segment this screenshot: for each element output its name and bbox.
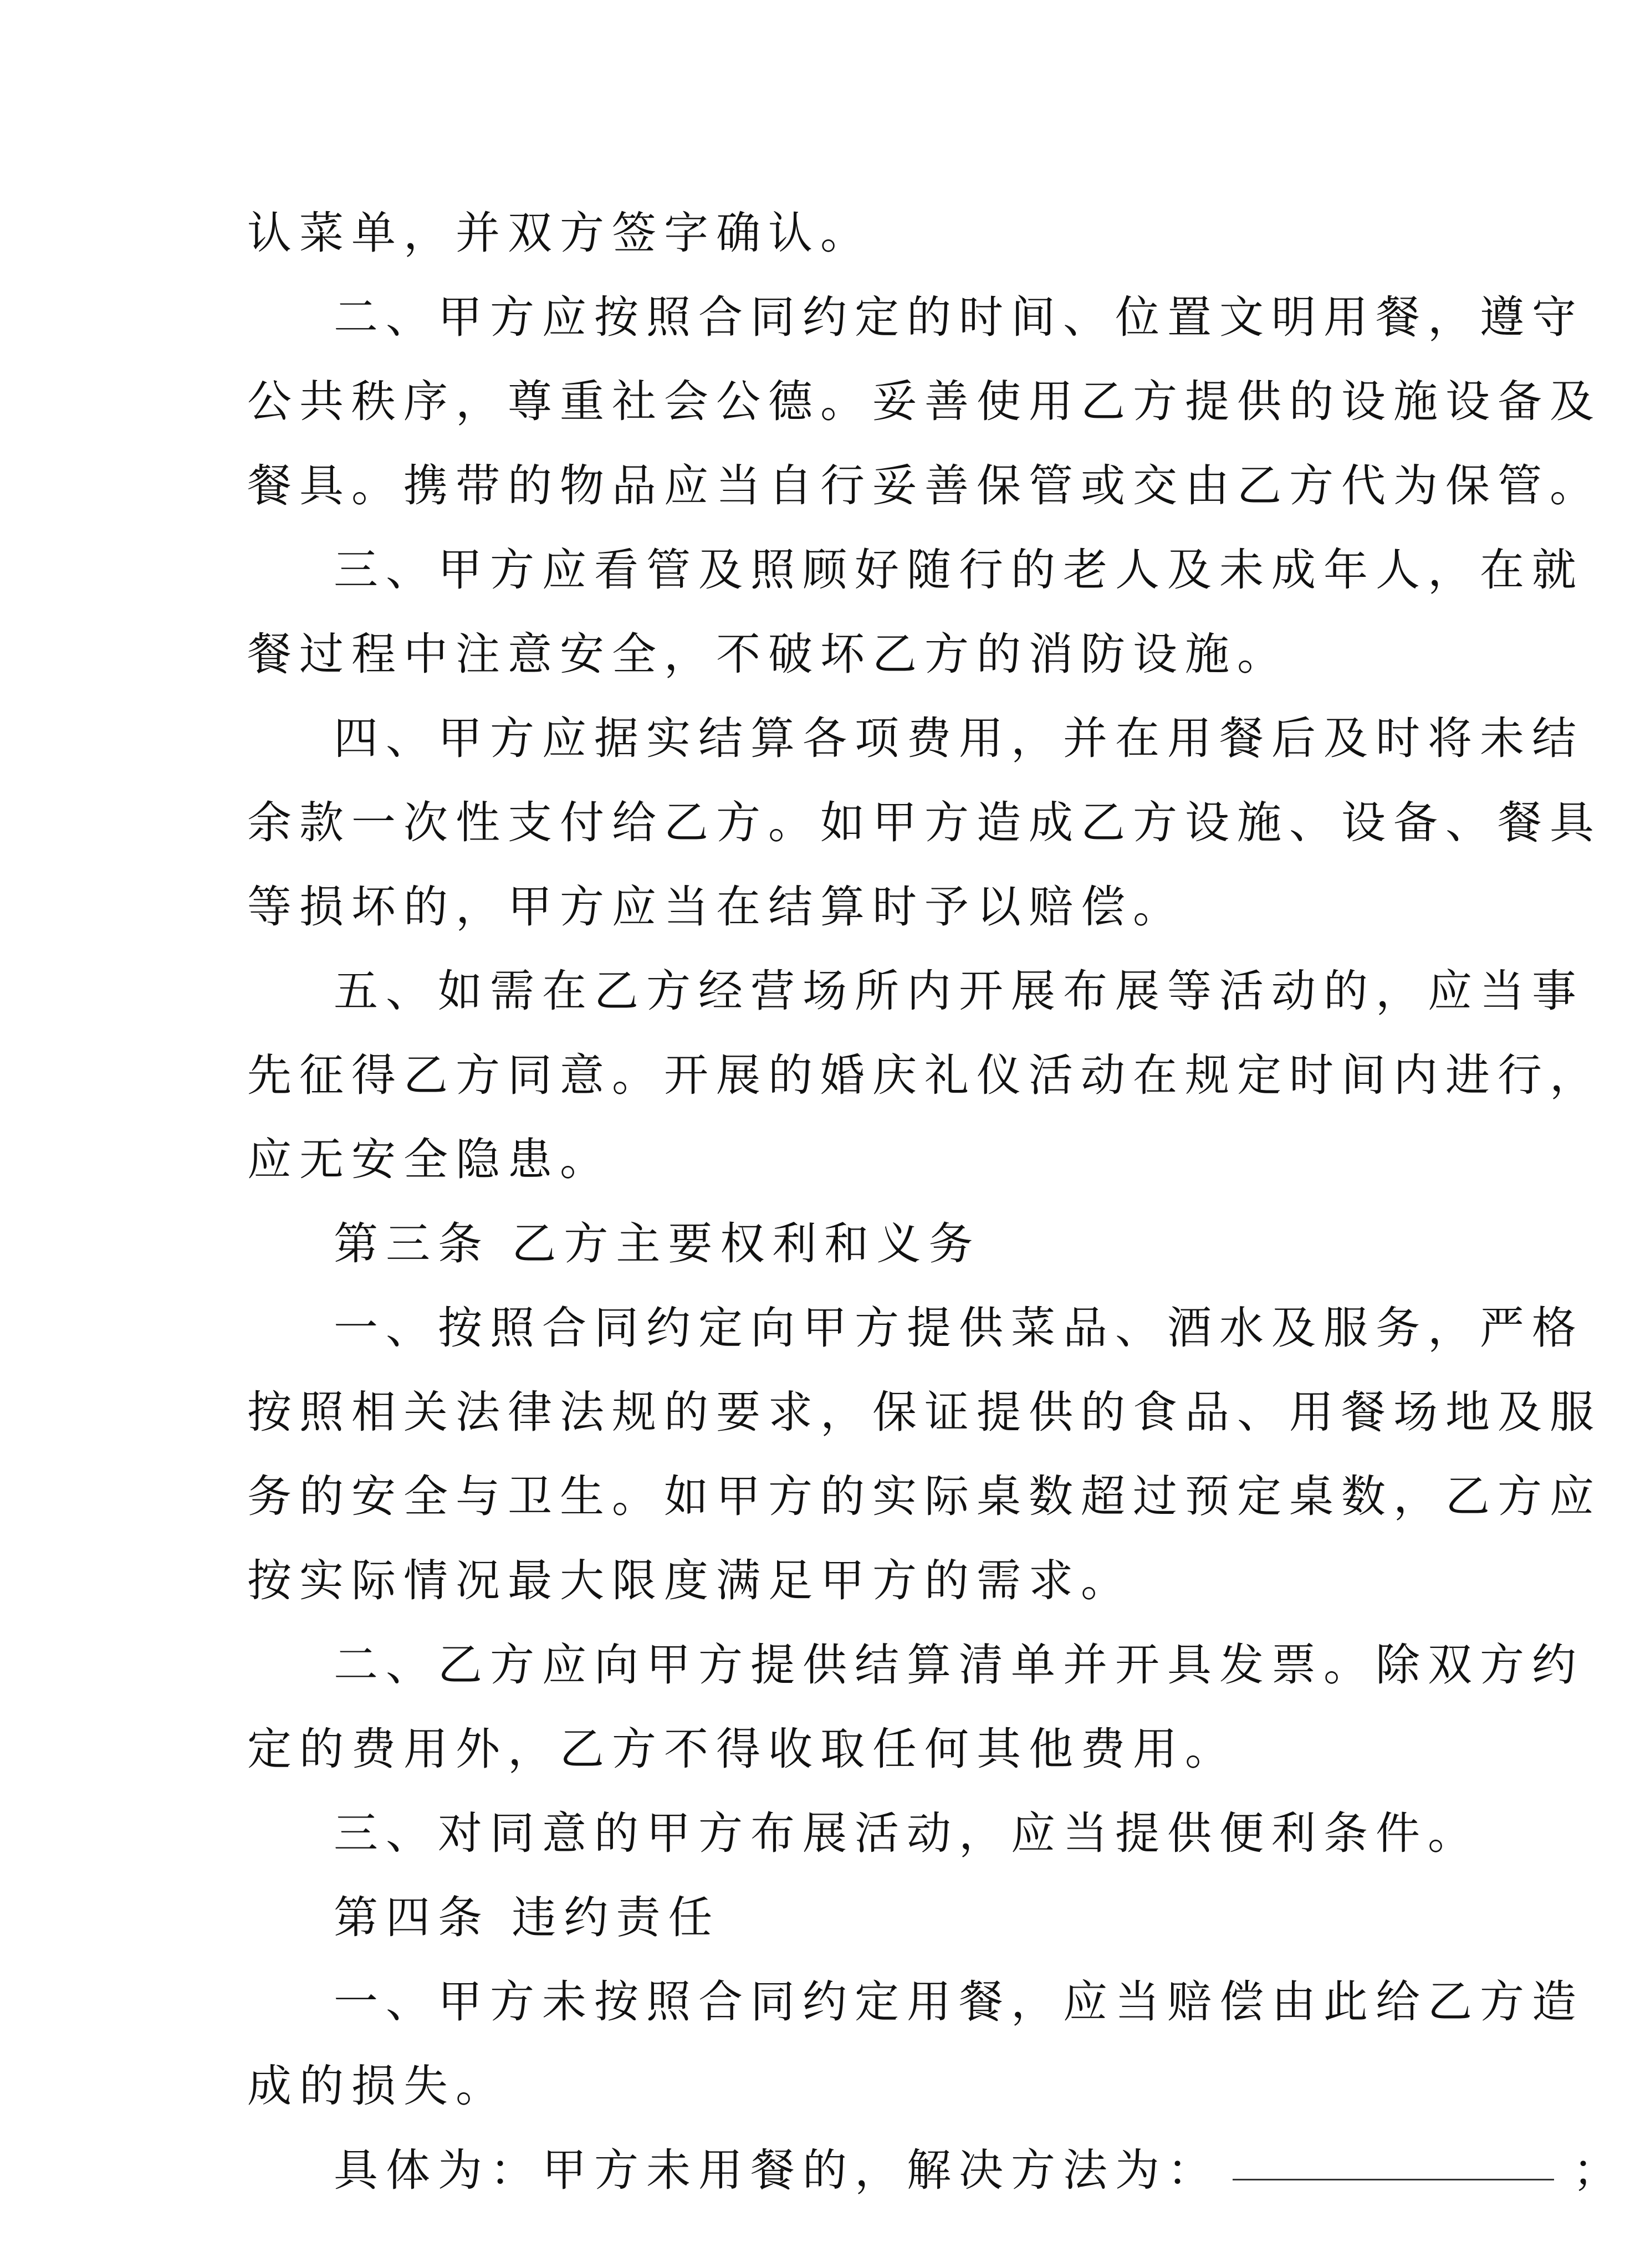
paragraph-line: 五、如需在乙方经营场所内开展布展等活动的，应当事 <box>334 965 1584 1017</box>
fill-in-line <box>247 2128 1625 2213</box>
section-heading: 第四条 违约责任 <box>334 1892 720 1943</box>
document-body <box>247 191 1625 2213</box>
paragraph-line: 餐过程中注意安全，不破坏乙方的消防设施。 <box>247 628 1289 680</box>
fill-in-suffix: ； <box>1573 2144 1625 2196</box>
fill-in-prefix: 具体为：甲方未用餐的，解决方法为： <box>334 2144 1219 2196</box>
paragraph-line: 务的安全与卫生。如甲方的实际桌数超过预定桌数，乙方应 <box>247 1471 1602 1522</box>
section-heading: 第三条 乙方主要权利和义务 <box>334 1218 981 1269</box>
paragraph-line: 四、甲方应据实结算各项费用，并在用餐后及时将未结 <box>334 713 1584 764</box>
paragraph-line: 余款一次性支付给乙方。如甲方造成乙方设施、设备、餐具 <box>247 797 1602 848</box>
paragraph-line: 三、甲方应看管及照顾好随行的老人及未成年人，在就 <box>334 544 1584 596</box>
paragraph-line: 一、甲方未按照合同约定用餐，应当赔偿由此给乙方造 <box>334 1976 1584 2028</box>
paragraph-line: 等损坏的，甲方应当在结算时予以赔偿。 <box>247 881 1185 933</box>
paragraph-line: 一、按照合同约定向甲方提供菜品、酒水及服务，严格 <box>334 1302 1584 1354</box>
paragraph-line: 先征得乙方同意。开展的婚庆礼仪活动在规定时间内进行， <box>247 1049 1602 1101</box>
paragraph-line: 公共秩序，尊重社会公德。妥善使用乙方提供的设施设备及 <box>247 376 1602 427</box>
paragraph-line: 二、乙方应向甲方提供结算清单并开具发票。除双方约 <box>334 1639 1584 1691</box>
paragraph-line: 成的损失。 <box>247 2060 508 2112</box>
paragraph-line: 按照相关法律法规的要求，保证提供的食品、用餐场地及服 <box>247 1386 1602 1438</box>
paragraph-line: 认菜单，并双方签字确认。 <box>247 207 872 259</box>
blank-underline <box>1233 2177 1554 2180</box>
paragraph-line: 餐具。携带的物品应当自行妥善保管或交由乙方代为保管。 <box>247 460 1602 511</box>
paragraph-line: 二、甲方应按照合同约定的时间、位置文明用餐，遵守 <box>334 291 1584 343</box>
paragraph-line: 按实际情况最大限度满足甲方的需求。 <box>247 1555 1133 1606</box>
paragraph-line: 定的费用外，乙方不得收取任何其他费用。 <box>247 1723 1237 1775</box>
paragraph-line: 应无安全隐患。 <box>247 1134 612 1185</box>
paragraph-line: 三、对同意的甲方布展活动，应当提供便利条件。 <box>334 1808 1480 1859</box>
